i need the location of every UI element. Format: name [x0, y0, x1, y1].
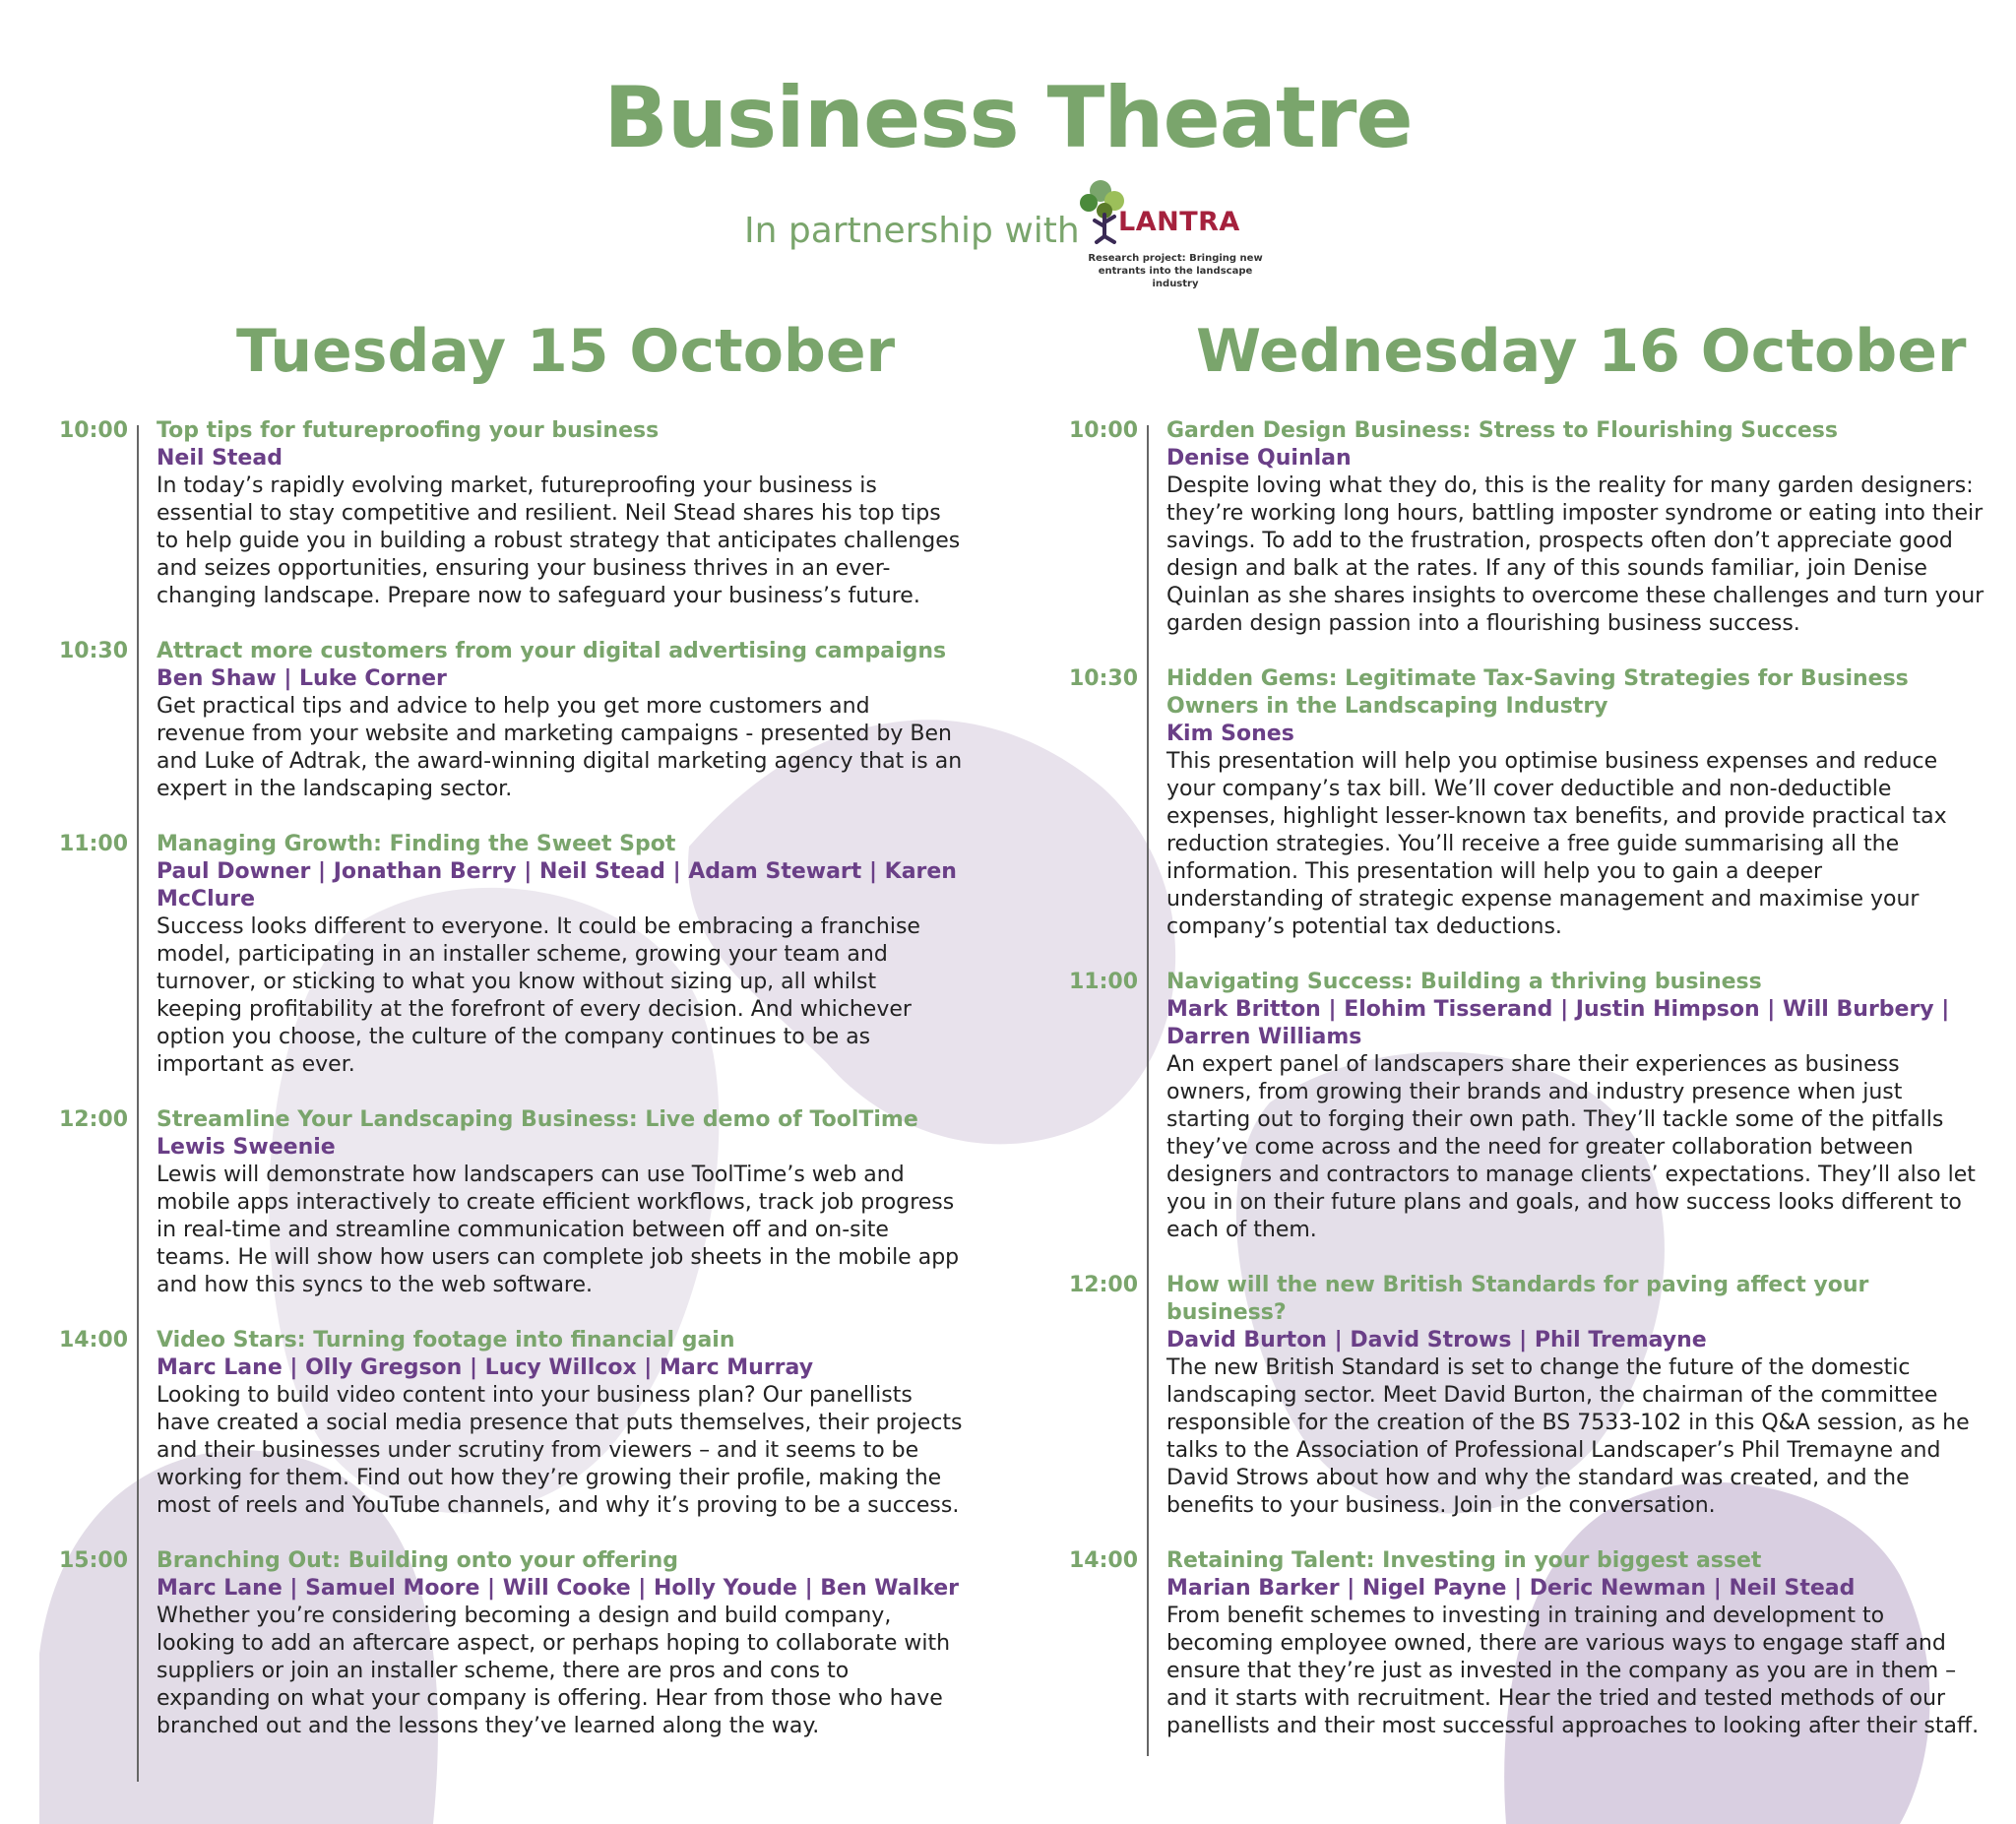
- session: [1069, 417, 1984, 638]
- session-time: 11:00: [1069, 970, 1139, 994]
- session-speakers: Marian Barker | Nigel Payne | Deric Newman | Neil Stead: [1166, 1576, 1856, 1601]
- session-description: From benefit schemes to investing in training and development to becoming employee owned, there are various ways to engage staff and ensure that they’re just as invested in the company as you are in them – and it starts with recruitment. Hear the tried and tested methods of our panellists and their most successful approaches to looking after their staff.: [1166, 1604, 1980, 1738]
- session-body: [157, 831, 965, 1079]
- lantra-logo-wordmark: LANTRA: [1118, 207, 1240, 237]
- session: [59, 1547, 965, 1740]
- partnership-banner: [744, 177, 1295, 289]
- session-speakers: Kim Sones: [1166, 722, 1294, 746]
- page-title: Business Theatre: [603, 69, 1413, 167]
- session-time: 15:00: [59, 1548, 129, 1573]
- session-time: 10:00: [59, 418, 129, 443]
- session-body: [1166, 1272, 1984, 1520]
- session: [59, 1106, 965, 1299]
- session: [1069, 1547, 1984, 1740]
- session-description: Get practical tips and advice to help you get more customers and revenue from your website and marketing campaigns - presented by Ben and Luke of Adtrak, the award-winning digital marketing agency that is an expert in the landscaping sector.: [157, 694, 963, 801]
- schedule-column-tuesday: [59, 417, 965, 1740]
- session-time: 14:00: [1069, 1548, 1139, 1573]
- session: [59, 638, 965, 803]
- session-speakers: Denise Quinlan: [1166, 446, 1352, 471]
- session-title: Top tips for futureproofing your business: [157, 418, 660, 443]
- session-speakers: Neil Stead: [157, 446, 283, 471]
- session-body: [157, 638, 965, 803]
- day-heading-tuesday: Tuesday 15 October: [236, 317, 896, 386]
- session: [59, 831, 965, 1079]
- session-speakers: Paul Downer | Jonathan Berry | Neil Stead | Adam Stewart | Karen McClure: [157, 859, 957, 912]
- lantra-logo-tagline: Research project: Bringing new entrants into the landscape industry: [1088, 253, 1263, 289]
- session-speakers: Marc Lane | Samuel Moore | Will Cooke | Holly Youde | Ben Walker: [157, 1576, 959, 1601]
- session-title: How will the new British Standards for paving affect your business?: [1166, 1273, 1869, 1325]
- session-description: In today’s rapidly evolving market, futureproofing your business is essential to stay competitive and resilient. Neil Stead shares his top tips to help guide you in building a robust strategy that anticipates challenges and seizes opportunities, ensuring your business thrives in an ever-changing landscape. Prepare now to safeguard your business’s future.: [157, 473, 961, 608]
- session-description: Looking to build video content into your business plan? Our panellists have created a social media presence that puts themselves, their projects and their businesses under scrutiny from viewers – and it seems to be working for them. Find out how they’re growing their profile, making the most of reels and YouTube channels, and why it’s proving to be a success.: [157, 1383, 963, 1518]
- session-time: 12:00: [59, 1107, 129, 1132]
- session-description: Success looks different to everyone. It could be embracing a franchise model, participating in an installer scheme, growing your team and turnover, or sticking to what you know without sizing up, all whilst keeping profitability at the forefront of every decision. And whichever option you choose, the culture of the company continues to be as important as ever.: [157, 914, 920, 1077]
- session-body: [157, 1547, 965, 1740]
- partnership-text: In partnership with: [744, 211, 1080, 251]
- session-title: Hidden Gems: Legitimate Tax-Saving Strategies for Business Owners in the Landscaping Industry: [1166, 666, 1909, 719]
- session: [1069, 665, 1984, 941]
- session-title: Branching Out: Building onto your offering: [157, 1548, 678, 1573]
- session-body: [1166, 417, 1984, 638]
- session-speakers: Ben Shaw | Luke Corner: [157, 666, 447, 691]
- session-description: Whether you’re considering becoming a design and build company, looking to add an aftercare aspect, or perhaps hoping to collaborate with suppliers or join an installer scheme, there are pros and cons to expanding on what your company is offering. Hear from those who have branched out and the lessons they’ve learned along the way.: [157, 1604, 951, 1738]
- session-time: 10:30: [59, 639, 129, 663]
- schedule-column-wednesday: [1069, 417, 1984, 1740]
- session-title: Retaining Talent: Investing in your biggest asset: [1166, 1548, 1762, 1573]
- session-description: An expert panel of landscapers share their experiences as business owners, from growing their brands and industry presence when just starting out to forging their own path. They’ll tackle some of the pitfalls they’ve come across and the need for greater collaboration between designers and contractors to manage clients’ expectations. They’ll also let you in on their future plans and goals, and how success looks different to each of them.: [1166, 1052, 1976, 1242]
- session: [1069, 1272, 1984, 1520]
- session-time: 10:30: [1069, 666, 1139, 691]
- session-title: Managing Growth: Finding the Sweet Spot: [157, 832, 676, 856]
- session-speakers: Mark Britton | Elohim Tisserand | Justin Himpson | Will Burbery | Darren Williams: [1166, 997, 1950, 1049]
- session-time: 12:00: [1069, 1273, 1139, 1297]
- session-description: This presentation will help you optimise business expenses and reduce your company’s tax bill. We’ll cover deductible and non-deductible expenses, highlight lesser-known tax benefits, and provide practical tax reduction strategies. You’ll receive a free guide summarising all the information. This presentation will help you to gain a deeper understanding of strategic expense management and maximise your company’s potential tax deductions.: [1166, 749, 1947, 939]
- session-body: [157, 1327, 965, 1520]
- session-description: Lewis will demonstrate how landscapers can use ToolTime’s web and mobile apps interactively to create efficient workflows, track job progress in real-time and streamline communication between off and on-site teams. He will show how users can complete job sheets in the mobile app and how this syncs to the web software.: [157, 1163, 960, 1297]
- session-description: The new British Standard is set to change the future of the domestic landscaping sector. Meet David Burton, the chairman of the committee responsible for the creation of the BS 7533-102 in this Q&A session, as he talks to the Association of Professional Landscaper’s Phil Tremayne and David Strows about how and why the standard was created, and the benefits to your business. Join in the conversation.: [1166, 1355, 1970, 1518]
- day-heading-wednesday: Wednesday 16 October: [1196, 317, 1967, 386]
- session-body: [1166, 969, 1984, 1244]
- session-time: 14:00: [59, 1328, 129, 1352]
- session-title: Attract more customers from your digital advertising campaigns: [157, 639, 947, 663]
- session-time: 10:00: [1069, 418, 1139, 443]
- session-body: [1166, 1547, 1984, 1740]
- session-title: Video Stars: Turning footage into financial gain: [157, 1328, 735, 1352]
- session-speakers: Marc Lane | Olly Gregson | Lucy Willcox | Marc Murray: [157, 1355, 814, 1380]
- session-title: Garden Design Business: Stress to Flourishing Success: [1166, 418, 1838, 443]
- session-speakers: Lewis Sweenie: [157, 1135, 336, 1160]
- session-title: Streamline Your Landscaping Business: Live demo of ToolTime: [157, 1107, 918, 1132]
- session-time: 11:00: [59, 832, 129, 856]
- lantra-logo: [1075, 177, 1276, 289]
- session-speakers: David Burton | David Strows | Phil Tremayne: [1166, 1328, 1707, 1352]
- session-body: [157, 417, 965, 610]
- session-body: [157, 1106, 965, 1299]
- session: [1069, 969, 1984, 1244]
- session-description: Despite loving what they do, this is the reality for many garden designers: they’re working long hours, battling imposter syndrome or eating into their savings. To add to the frustration, prospects often don’t appreciate good design and balk at the rates. If any of this sounds familiar, join Denise Quinlan as she shares insights to overcome these challenges and turn your garden design passion into a flourishing business success.: [1166, 473, 1984, 636]
- session-title: Navigating Success: Building a thriving business: [1166, 970, 1762, 994]
- session: [59, 1327, 965, 1520]
- session-body: [1166, 665, 1984, 941]
- session: [59, 417, 965, 610]
